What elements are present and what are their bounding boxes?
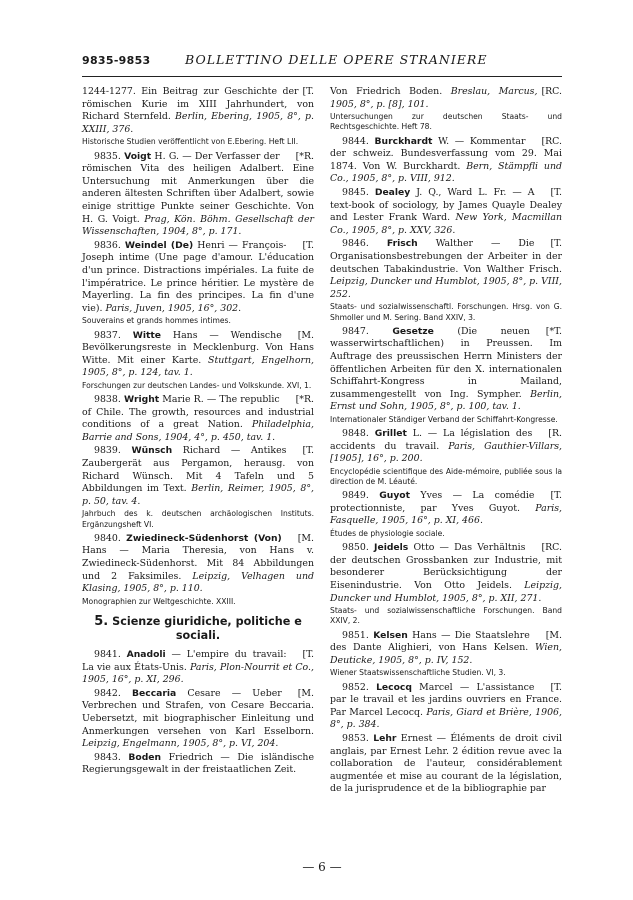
entry-imprint: Leipzig, Velhagen und Klasing, 1905, 8°, p. 110. — [82, 570, 314, 595]
entry-author: Boden — [128, 751, 162, 763]
bibliography-entry — [330, 428, 562, 466]
entry-imprint: Wien, Deuticke, 1905, 8°, p. IV, 152. — [330, 642, 562, 666]
library-code: [R. — [548, 428, 562, 440]
entry-number: 9845. — [342, 186, 375, 198]
entry-number: 9851. — [342, 629, 374, 641]
entry-text: Von Friedrich Boden. — [330, 86, 451, 97]
entry-imprint: Bern, Stämpfli und Co., 1905, 8°, p. VIII, 912. — [330, 160, 562, 185]
entry-author: Grillet — [374, 428, 407, 440]
library-code: [T. — [302, 445, 314, 457]
entry-author: Witte — [132, 329, 162, 341]
library-code: [M. — [297, 329, 314, 341]
library-code: [T. — [302, 86, 314, 97]
entry-imprint: Berlin, Reimer, 1905, 8°, p. 50, tav. 4. — [82, 483, 314, 507]
entry-author: Wright — [123, 394, 160, 406]
entry-number: 9849. — [342, 490, 380, 502]
entry-number: 9841. — [94, 649, 127, 660]
entry-imprint: Paris, Giard et Brière, 1906, 8°, p. 384. — [330, 706, 563, 731]
entry-text: — L'empire du travail: La vie aux États-Unis. — [82, 649, 287, 673]
series-note: Untersuchungen zur deutschen Staats- und Rechtsgeschichte. Heft 78. — [330, 112, 562, 132]
series-note: Wiener Staatswissenschaftliche Studien. VI, 3. — [330, 668, 506, 678]
entry-author: Guyot — [379, 490, 411, 502]
entry-imprint: Breslau, Marcus, 1905, 8°, p. [8], 101. — [330, 86, 538, 110]
library-code: [*T. — [545, 325, 562, 337]
bibliography-entry — [330, 630, 562, 668]
entry-number: 9840. — [94, 532, 127, 544]
entry-text: Walther — Die Organisationsbestrebungen der Arbeiter in der deutschen Tabakindustrie. Von Walther Frisch. — [330, 238, 562, 275]
entry-number: 9852. — [342, 681, 377, 693]
entry-number: 9835. — [94, 150, 125, 162]
left-entries — [82, 86, 314, 607]
bibliography-entry — [330, 542, 562, 605]
bibliography-entry — [82, 688, 314, 751]
entry-text: Henri — François-Joseph intime (Une page d'amour. L'éducation d'un prince. Distractions impériales. La fuite de l'impératrice. Le prince héritier. Le mystère de Mayerling. La fin des principes. La fin d'une vie). — [82, 239, 314, 314]
entry-imprint: Leipzig, Duncker und Humblot, 1905, 8°, p. XII, 271. — [330, 580, 562, 604]
series-note: Internationaler Ständiger Verband der Schiffahrt-Kongresse. — [330, 414, 558, 424]
bibliography-entry — [82, 151, 314, 239]
entry-number: 9838. — [94, 394, 124, 406]
library-code: [RC. — [541, 135, 562, 147]
entry-imprint: Berlin, Ernst und Sohn, 1905, 8°, p. 100, tav. 1. — [330, 388, 562, 413]
entry-text: H. G. — Der Verfasser der römischen Vita des heiligen Adalbert. Eine Untersuchung mit Anmerkungen über die anderen ältesten Schriften über Adalbert, sowie einige strittige Punkte seiner Geschichte. Von H. G. Voigt. — [82, 150, 314, 225]
bibliography-entry — [82, 240, 314, 316]
series-note: Souverains et grands hommes intimes. — [82, 316, 231, 326]
entry-author: Frisch — [386, 238, 418, 250]
bibliography-entry — [82, 86, 314, 136]
section-heading — [82, 615, 314, 643]
entry-number: 9842. — [94, 687, 133, 699]
entry-author: Jeidels — [374, 542, 409, 554]
library-code: [T. — [302, 649, 314, 660]
entry-imprint: New York, Macmillan Co., 1905, 8°, p. XXV, 326. — [330, 212, 562, 236]
entry-number: 9853. — [342, 732, 374, 744]
entry-author: Zwiedineck-Südenhorst (Von) — [126, 532, 282, 544]
entry-number: 9847. — [342, 325, 393, 337]
bibliography-entry — [330, 490, 562, 528]
entry-text: W. — Kommentar der schweiz. Bundesverfassung vom 29. Mai 1874. Von W. Burckhardt. — [330, 135, 562, 172]
entry-imprint: Paris, Plon-Nourrit et Co., 1905, 16°, p. XI, 296. — [82, 661, 315, 686]
library-code: [M. — [297, 687, 314, 699]
entry-text: Marcel — L'assistance par le travail et les jardins ouvriers en France. Par Marcel Lecocq. — [330, 681, 562, 718]
bibliography-entry — [330, 238, 562, 301]
entry-text: 1244-1277. Ein Beitrag zur Geschichte der römischen Kurie im XIII Jahrhundert, von Richard Sternfeld. — [82, 86, 314, 123]
bibliography-entry — [330, 136, 562, 186]
entry-author: Dealey — [374, 186, 411, 198]
entry-text: Marie R. — The republic of Chile. The growth, resources and industrial conditions of a great Nation. — [82, 394, 314, 431]
library-code: [*R. — [295, 150, 314, 162]
series-note: Staats- und sozialwissenschaftl. Forschungen. Hrsg. von G. Shmoller und M. Sering. Band XXIV, 3. — [330, 302, 562, 322]
entry-number: 9844. — [342, 135, 375, 147]
library-code: [M. — [297, 532, 314, 544]
entry-imprint: Paris, Gauthier-Villars, [1905], 16°, p. 200. — [330, 440, 562, 465]
bulletin-title: BOLLETTINO DELLE OPERE STRANIERE — [185, 52, 488, 67]
two-column-body — [82, 86, 562, 797]
right-entries — [330, 86, 562, 796]
bibliography-entry — [330, 86, 562, 111]
library-code: [T. — [550, 238, 562, 250]
entry-author: Voigt — [124, 150, 152, 162]
entry-author: Anadoli — [126, 649, 166, 660]
entry-text: Friedrich — Die isländische Regierungsgewalt in der freistaatlichen Zeit. — [82, 751, 314, 776]
entry-imprint: Prag, Kön. Böhm. Gesellschaft der Wissenschaften, 1904, 8°, p. 171. — [82, 213, 314, 238]
entry-number: 9850. — [342, 542, 375, 554]
entry-imprint: Philadelphia, Barrie and Sons, 1904, 4°, p. 450, tav. 1. — [82, 419, 314, 443]
entry-text: (Die neuen wasserwirtschaftlichen) in Preussen. Im Auftrage des preussischen Herrn Ministers der öffentlichen Arbeiten für den X. internationalen Schiffahrt-Kongress in Mailand, zusammengestellt von Ing. Sympher. — [330, 325, 562, 400]
library-code: [T. — [302, 239, 314, 251]
entry-number: 9836. — [94, 239, 125, 251]
library-code: [*R. — [295, 394, 314, 406]
bibliography-entry — [82, 394, 314, 444]
section-number: 5. — [94, 614, 109, 629]
section-title: Scienze giuridiche, politiche e sociali. — [112, 615, 302, 642]
right-column — [330, 86, 562, 797]
entry-text: Hans — Maria Theresia, von Hans v. Zwiedineck-Südenhorst. Mit 84 Abbildungen und 2 Faksimiles. — [82, 545, 314, 582]
series-note: Jahrbuch des k. deutschen archäologischen Instituts. Ergänzungsheft VI. — [82, 509, 314, 529]
entry-author: Burckhardt — [374, 135, 433, 147]
library-code: [T. — [550, 186, 562, 198]
library-code: [T. — [550, 681, 562, 693]
entry-number: 9839. — [94, 445, 132, 457]
library-code: [T. — [550, 490, 562, 502]
bibliography-entry — [82, 330, 314, 380]
left-entries-after-section — [82, 649, 314, 777]
entry-number: 9843. — [94, 751, 129, 763]
entry-number: 9837. — [94, 329, 133, 341]
entry-imprint: Paris, Fasquelle, 1905, 16°, p. XI, 466. — [330, 502, 562, 527]
entry-author: Wünsch — [131, 445, 173, 457]
series-note: Historische Studien veröffentlicht von E.Ebering. Heft LII. — [82, 137, 299, 147]
entry-number: 9848. — [342, 428, 375, 440]
entry-imprint: Paris, Juven, 1905, 16°, 302. — [105, 302, 242, 314]
series-note: Encyclopédie scientifique des Aide-mémoire, publiée sous la direction de M. Léauté. — [330, 466, 562, 487]
entry-author: Lecocq — [376, 681, 412, 693]
library-code: [RC. — [541, 542, 562, 554]
entry-imprint: Leipzig, Duncker und Humblot, 1905, 8°, p. VIII, 252. — [330, 276, 562, 300]
bibliography-entry — [330, 326, 562, 414]
bibliography-entry — [82, 752, 314, 777]
page-header — [82, 52, 562, 77]
entry-text: L. — La législation des accidents du travail. — [330, 428, 533, 452]
bibliography-entry — [82, 533, 314, 596]
entry-text: Hans — Wendische Bevölkerungsreste in Mecklenburg. Von Hans Witte. Mit einer Karte. — [82, 329, 314, 366]
entry-imprint: Stuttgart, Engelhorn, 1905, 8°, p. 124, tav. 1. — [82, 354, 314, 379]
entry-author: Beccaria — [132, 687, 177, 699]
left-column — [82, 86, 314, 797]
entry-text: Richard — Antikes Zaubergerät aus Pergamon, herausg. von Richard Wünsch. Mit 4 Tafeln und 5 Abbildungen im Text. — [82, 445, 314, 495]
entry-text: Ernest — Éléments de droit civil anglais, par Ernest Lehr. 2 édition revue avec la collaboration de l'auteur, considérablement augmentée et mise au courant de la législation, de la jurisprudence et de la bibliographie par — [330, 732, 562, 795]
library-code: [M. — [545, 629, 562, 641]
entry-text: Cesare — Ueber Verbrechen und Strafen, von Cesare Beccaria. Uebersetzt, mit biographischer Einleitung und Anmerkungen versehen von Karl Esselborn. — [82, 687, 314, 737]
bibliography-entry — [330, 733, 562, 796]
entry-number: 9846. — [342, 238, 387, 250]
series-note: Staats- und sozialwissenschaftliche Forschungen. Band XXIV, 2. — [330, 606, 562, 626]
library-code: [RC. — [541, 86, 562, 97]
bibliography-entry — [82, 649, 314, 687]
entry-author: Kelsen — [373, 629, 408, 641]
series-note: Forschungen zur deutschen Landes- und Volkskunde. XVI, 1. — [82, 380, 312, 390]
page-number: — 6 — — [302, 860, 342, 874]
series-note: Monographien zur Weltgeschichte. XXIII. — [82, 596, 236, 606]
document-page — [82, 52, 562, 878]
entry-imprint: Leipzig, Engelmann, 1905, 8°, p. VI, 204. — [82, 738, 279, 750]
entry-author: Gesetze — [392, 325, 434, 337]
bibliography-entry — [82, 445, 314, 508]
entry-author: Weindel (De) — [124, 239, 194, 251]
entry-text: Hans — Die Staatslehre des Dante Alighieri, von Hans Kelsen. — [330, 629, 535, 654]
series-note: Études de physiologie sociale. — [330, 529, 445, 539]
bibliography-entry — [330, 682, 562, 732]
entry-text: Yves — La comédie protectionniste, par Yves Guyot. — [330, 490, 536, 514]
entry-author: Lehr — [373, 732, 397, 744]
entry-text: J. Q., Ward L. Fr. — A text-book of sociology, by James Quayle Dealey and Lester Frank Ward. — [330, 186, 562, 224]
entry-range: 9835-9853 — [82, 54, 151, 67]
entry-text: Otto — Das Verhältnis der deutschen Grossbanken zur Industrie, mit besonderer Berücksichtigung der Eisenindustrie. Von Otto Jeidels. — [330, 542, 562, 592]
bibliography-entry — [330, 187, 562, 237]
entry-imprint: Berlin, Ebering, 1905, 8°, p. XXIII, 376. — [82, 111, 315, 135]
